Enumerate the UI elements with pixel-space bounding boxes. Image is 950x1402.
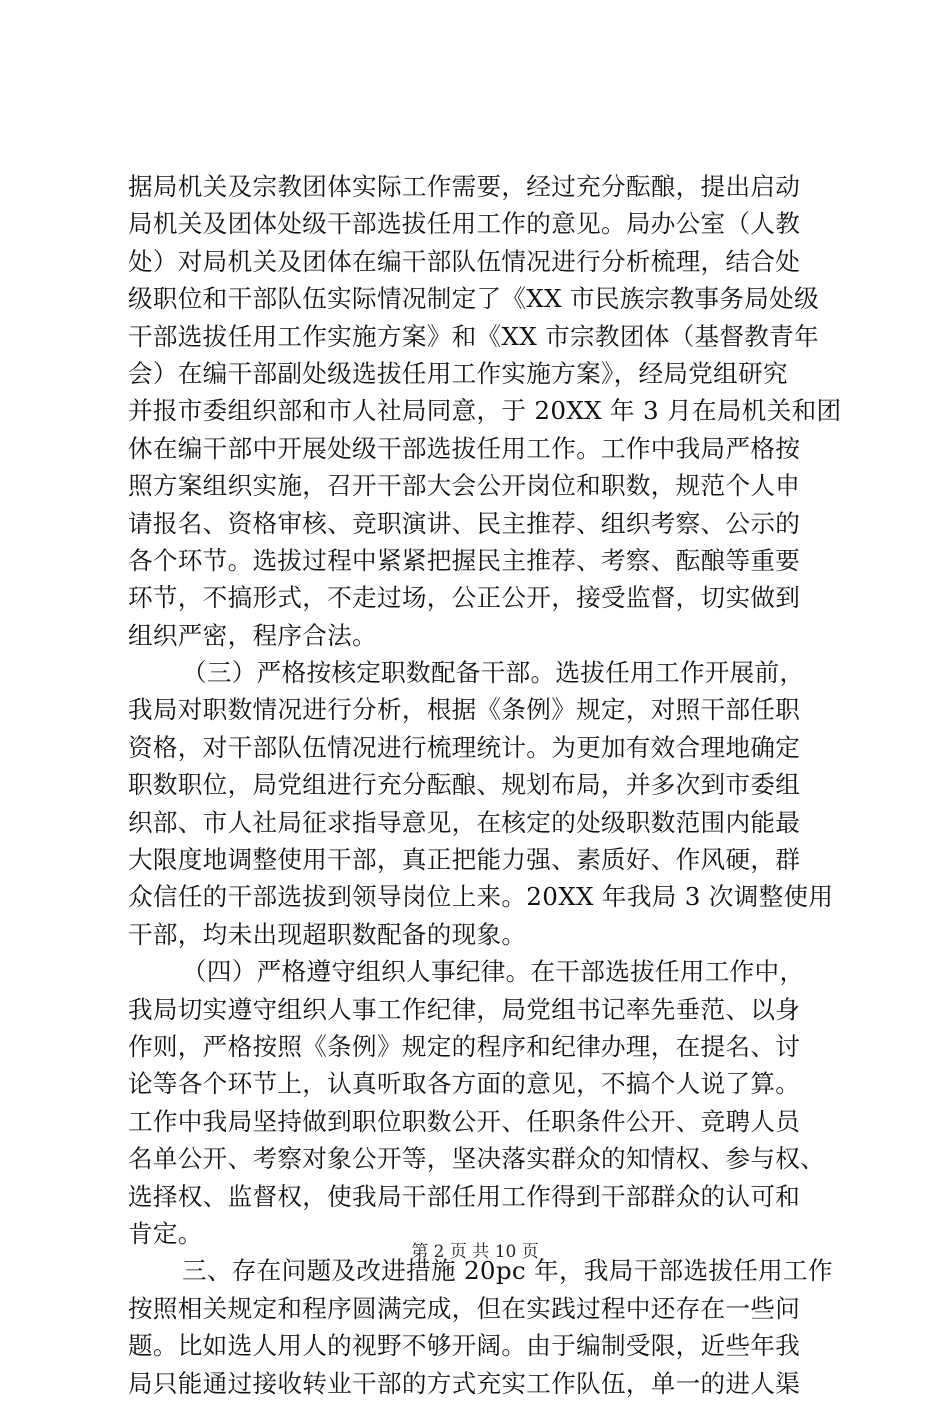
text-line: 我局切实遵守组织人事工作纪律，局党组书记率先垂范、以身 [128,994,801,1024]
page-footer [0,1241,950,1263]
text-line: 我局对职数情况进行分析，根据《条例》规定，对照干部任职 [128,695,801,725]
text-line: 织部、市人社局征求指导意见，在核定的处级职数范围内能最 [128,807,801,837]
text-line: 作则，严格按照《条例》规定的程序和纪律办理，在提名、讨 [128,1031,801,1061]
text-line: 并报市委组织部和市人社局同意，于 20XX 年 3 月在局机关和团 [128,396,842,426]
page-number-label: 第 2 页 共 10 页 [411,1242,539,1262]
text-line: 工作中我局坚持做到职位职数公开、任职条件公开、竞聘人员 [128,1106,801,1136]
text-line: 组织严密，程序合法。 [128,620,377,650]
text-line: 大限度地调整使用干部，真正把能力强、素质好、作风硬，群 [128,845,801,875]
text-line: 肯定。 [128,1218,203,1248]
text-line: 干部，均未出现超职数配备的现象。 [128,919,527,949]
text-line: 据局机关及宗教团体实际工作需要，经过充分酝酿，提出启动 [128,172,801,201]
text-line: 题。比如选人用人的视野不够开阔。由于编制受限，近些年我 [128,1331,801,1361]
text-line: 资格，对干部队伍情况进行梳理统计。为更加有效合理地确定 [128,732,801,762]
text-line: 会）在编干部副处级选拔任用工作实施方案》，经局党组研究 [128,358,788,388]
paragraph-start-line: 三、存在问题及改进措施 20pc 年，我局干部选拔任用工作 [182,1256,833,1286]
text-line: 局只能通过接收转业干部的方式充实工作队伍，单一的进人渠 [128,1368,801,1398]
text-line: 名单公开、考察对象公开等，坚决落实群众的知情权、参与权、 [128,1144,826,1174]
text-line: 职数职位，局党组进行充分酝酿、规划布局，并多次到市委组 [128,770,801,800]
document-body [128,168,848,1402]
text-line: 照方案组织实施，召开干部大会公开岗位和职数，规范个人申 [128,471,801,501]
text-line: 环节，不搞形式，不走过场，公正公开，接受监督，切实做到 [128,583,801,613]
text-line: 干部选拔任用工作实施方案》和《XX 市宗教团体（基督教青年 [128,321,819,351]
text-line: 级职位和干部队伍实际情况制定了《XX 市民族宗教事务局处级 [128,284,819,314]
text-line: 请报名、资格审核、竞职演讲、民主推荐、组织考察、公示的 [128,508,801,538]
text-line: 各个环节。选拔过程中紧紧把握民主推荐、考察、酝酿等重要 [128,545,801,575]
paragraph-start-line: （三）严格按核定职数配备干部。选拔任用工作开展前， [182,658,805,688]
text-line: 选择权、监督权，使我局干部任用工作得到干部群众的认可和 [128,1181,801,1211]
text-line: 论等各个环节上，认真听取各方面的意见，不搞个人说了算。 [128,1069,801,1099]
paragraph-start-line: （四）严格遵守组织人事纪律。在干部选拔任用工作中， [182,957,805,987]
text-line: 休在编干部中开展处级干部选拔任用工作。工作中我局严格按 [128,433,801,463]
text-line: 局机关及团体处级干部选拔任用工作的意见。局办公室（人教 [128,209,801,239]
text-line: 处）对局机关及团体在编干部队伍情况进行分析梳理，结合处 [128,246,801,276]
text-line: 按照相关规定和程序圆满完成，但在实践过程中还存在一些问 [128,1293,801,1323]
text-line: 众信任的干部选拔到领导岗位上来。20XX 年我局 3 次调整使用 [128,882,834,912]
